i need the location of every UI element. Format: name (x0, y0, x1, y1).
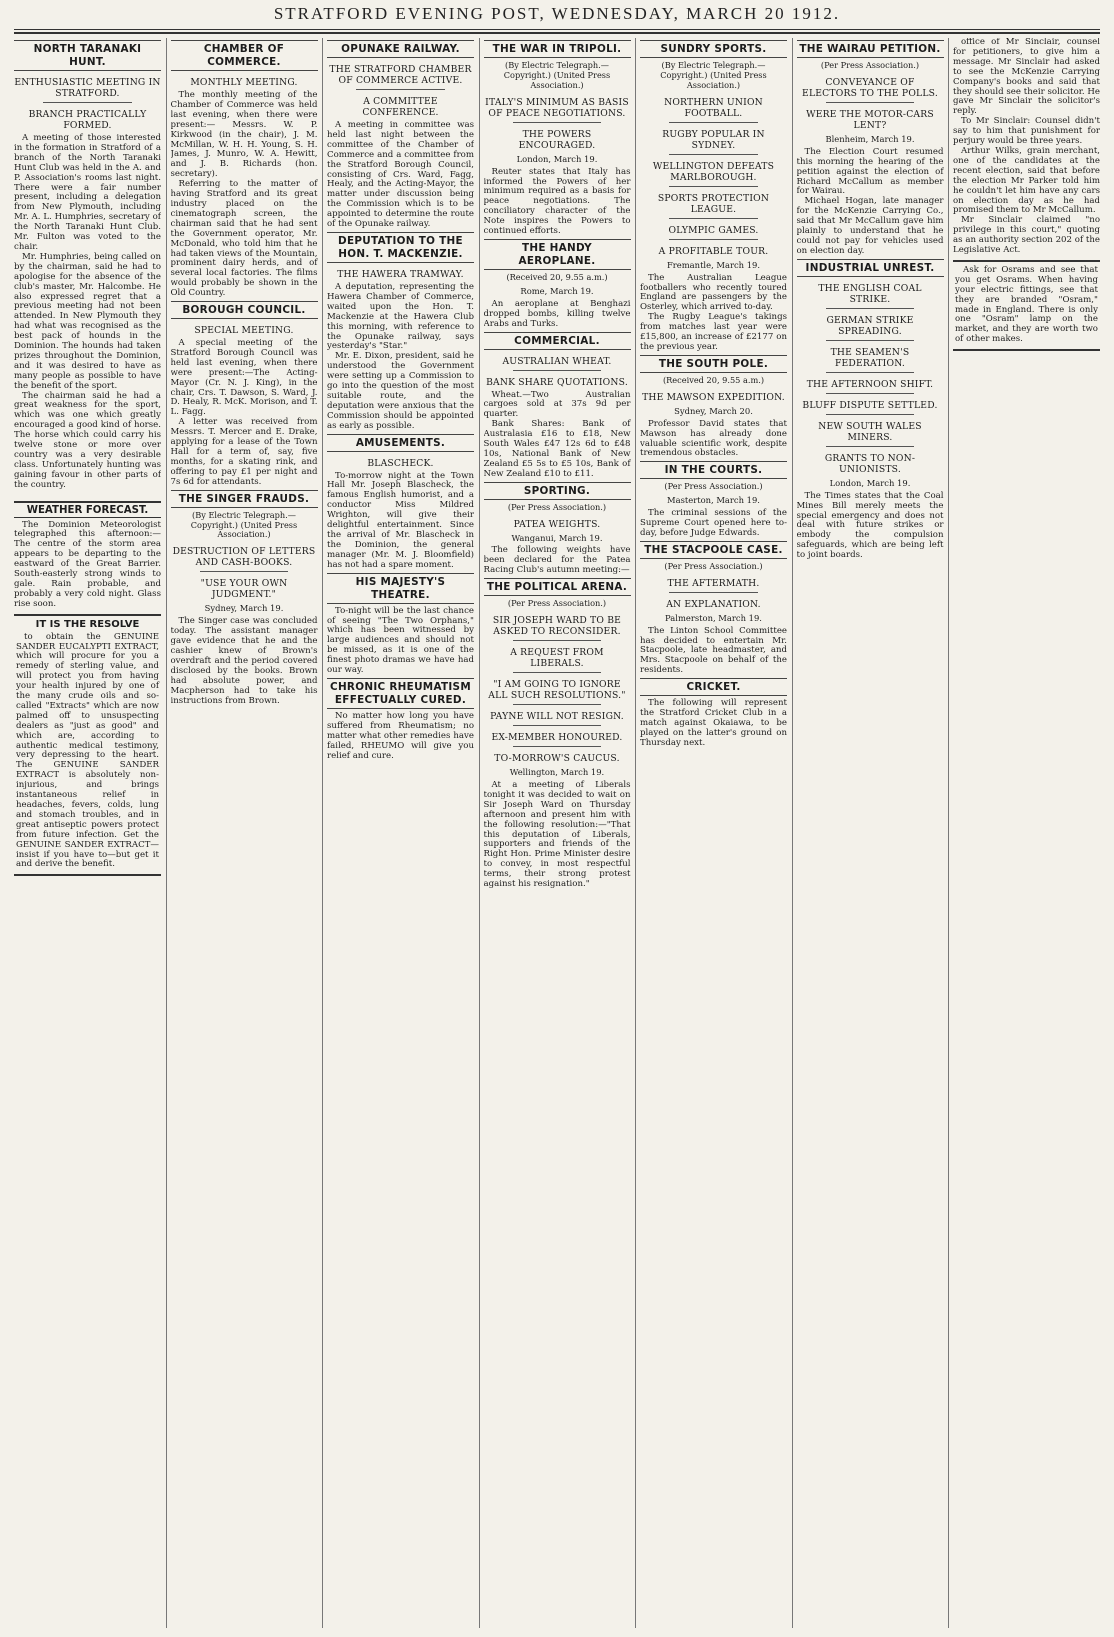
article-paragraph: A letter was received from Messrs. T. Mercer and E. Drake, applying for a lease of the Town Hall for a term of, say, five months, for a skating rink, and offering to pay £1 per night and 7s 6d for attendants. (170, 417, 318, 487)
article-subheading: NORTHERN UNION FOOTBALL. (664, 96, 763, 119)
article-paragraph: office of Mr Sinclair, counsel for petitioners, to give him a message. Mr Sinclair had asked to see the McKenzie Carrying Company's books and said that they should see their solicitor. He gave Mr Sinclair the solicitor's reply. (953, 38, 1100, 117)
article-headline: OPUNAKE RAILWAY. (327, 40, 474, 58)
masthead-rule-thick (14, 32, 1100, 34)
article-subheading: RUGBY POPULAR IN SYDNEY. (662, 128, 765, 151)
article-headline: THE STACPOOLE CASE. (640, 541, 787, 559)
dateline: Rome, March 19. (520, 285, 594, 296)
article-paragraph: Referring to the matter of having Stratford and its great industry placed on the cinematograph screen, the chairman said that he had sent the Government operator, Mr. McDonald, who told him that he had taken views of the Mountain, prominent dairy herds, and of several local factories. The films would probably be shown in the Old Country. (170, 179, 318, 299)
article-subheading: OLYMPIC GAMES. (668, 224, 759, 236)
article-subheading: ITALY'S MINIMUM AS BASIS OF PEACE NEGOTIATIONS. (485, 96, 629, 119)
article-subheading: DESTRUCTION OF LETTERS AND CASH-BOOKS. (172, 546, 316, 569)
article-paragraph: A special meeting of the Stratford Borough Council was held last evening, when there were present:—The Acting-Mayor (Cr. N. J. King), in the chair, Crs. T. Dawson, S. Ward, J. D. Healy, R. McK. Morison, and T. L. Fagg. (170, 338, 318, 418)
column-separator (479, 38, 480, 1628)
divider-line (669, 592, 757, 593)
article-headline: NORTH TARANAKI HUNT. (14, 40, 161, 71)
article-headline: THE HANDY AEROPLANE. (484, 239, 631, 270)
divider-line (356, 89, 444, 90)
article-subheading: GRANTS TO NON-UNIONISTS. (824, 452, 916, 475)
divider-line (826, 308, 914, 309)
column-5 (640, 38, 787, 1628)
divider-line (669, 239, 757, 240)
column-separator (635, 38, 636, 1628)
press-source: (Per Press Association.) (820, 60, 920, 70)
dateline: Sydney, March 20. (674, 405, 753, 416)
article-subheading: A REQUEST FROM LIBERALS. (510, 647, 604, 670)
article-paragraph: Professor David states that Mawson has already done valuable scientific work, despite tremendous obstacles. (640, 418, 787, 459)
article-paragraph: No matter how long you have suffered from Rheumatism; no matter what other remedies have failed, RHEUMO will give you relief and cure. (327, 710, 474, 761)
weather-body: The Dominion Meteorologist telegraphed this afternoon:— The centre of the storm area appears to be departing to the eastward of the Great Barrier. South-easterly strong winds to gale. Rain probable, and probably a very cold night. Glass rise soon. (14, 519, 161, 609)
article-subheading: THE SEAMEN'S FEDERATION. (830, 346, 910, 369)
article-subheading: THE STRATFORD CHAMBER OF COMMERCE ACTIVE. (329, 64, 472, 86)
press-source: (Per Press Association.) (664, 560, 763, 571)
column-4 (484, 38, 631, 1628)
divider-line (43, 102, 131, 103)
dateline: London, March 19. (516, 153, 598, 164)
article-subheading: BLUFF DISPUTE SETTLED. (802, 399, 938, 411)
masthead-rule (14, 29, 1100, 30)
article-headline: CRICKET. (640, 678, 787, 696)
article-paragraph: Mr Sinclair claimed "no privilege in this court," quoting as an authority section 202 of the Legislative Act. (953, 215, 1100, 256)
divider-line (669, 186, 757, 187)
divider-line (826, 102, 914, 103)
divider-line (513, 704, 601, 705)
column-separator (166, 38, 167, 1628)
article-headline: HIS MAJESTY'S THEATRE. (327, 573, 474, 604)
article-paragraph: At a meeting of Liberals tonight it was decided to wait on Sir Joseph Ward on Thursday afternoon and present him with the following resolution:—"That this deputation of Liberals, supporters and friends of the Right Hon. Prime Minister desire to convey, in most respectful terms, their strong protest against his resignation." (483, 780, 631, 890)
article-headline: THE SOUTH POLE. (640, 355, 787, 373)
article-paragraph: Mr. Humphries, being called on by the chairman, said he had to apologise for the absence of the club's master, Mr. Halcombe. He also expressed regret that a previous meeting had not been attended. In New Plymouth they had what was recognised as the best pack of hounds in the Dominion. The hounds had taken prizes throughout the Dominion, and it was desired to have as many people as possible to have the benefit of the sport. (14, 251, 161, 391)
columns (14, 38, 1100, 1630)
article-subheading: SPECIAL MEETING. (194, 325, 294, 337)
article-subheading: MONTHLY MEETING. (190, 77, 298, 88)
article-paragraph: Wheat.—Two Australian cargoes sold at 37s 9d per quarter. (483, 389, 631, 420)
column-separator (948, 38, 949, 1628)
article-subheading: AUSTRALIAN WHEAT. (502, 355, 612, 367)
article-headline: AMUSEMENTS. (327, 434, 474, 452)
press-source: (Received 20, 9.55 a.m.) (506, 271, 608, 282)
article-subheading: AN EXPLANATION. (666, 598, 761, 610)
divider-line (826, 414, 914, 415)
masthead: STRATFORD EVENING POST, WEDNESDAY, MARCH 20 1912. (273, 4, 841, 23)
article-paragraph: To-night will be the last chance of seeing "The Two Orphans," which has been witnessed by large audiences and should not be missed, as it is one of the finest photo dramas we have had our way. (327, 605, 474, 676)
column-1 (14, 38, 161, 1628)
article-paragraph: The Times states that the Coal Mines Bill merely meets the special emergency and does not deal with future strikes or embody the compulsion safeguards, which are being left to joint boards. (796, 490, 944, 561)
divider-line (826, 446, 914, 447)
article-subheading: BANK SHARE QUOTATIONS. (486, 376, 628, 388)
divider-line (513, 672, 601, 673)
dateline: Palmerston, March 19. (665, 612, 762, 623)
advert-body: to obtain the GENUINE SANDER EUCALYPTI EXTRACT, which will procure for you a remedy of sterling value, and will protect you from having your health injured by one of the many crude oils and so-called "Extracts" which are now palmed off to unsuspecting dealers as "just as good" and which are, according to authentic medical testimony, very depressing to the heart. The GENUINE SANDER EXTRACT is absolutely non-injurious, and brings instantaneous relief in headaches, fevers, colds, lung and stomach troubles, and in great antiseptic powers protect from future infection. Get the GENUINE SANDER EXTRACT—insist if you have to—but get it and derive the benefit. (16, 631, 159, 870)
divider-line (669, 154, 757, 155)
article-headline: THE SINGER FRAUDS. (171, 490, 318, 508)
article-paragraph: The following weights have been declared for the Patea Racing Club's autumn meeting:— (483, 545, 631, 576)
article-subheading: CONVEYANCE OF ELECTORS TO THE POLLS. (802, 76, 938, 99)
press-source: (By Electric Telegraph.—Copyright.) (United Press Association.) (660, 60, 767, 90)
column-7 (953, 38, 1100, 1628)
article-headline: IN THE COURTS. (640, 461, 787, 479)
article-headline: THE WAR IN TRIPOLI. (484, 40, 631, 58)
article-subheading: PATEA WEIGHTS. (513, 518, 601, 530)
article-subheading: "I AM GOING TO IGNORE ALL SUCH RESOLUTIONS." (488, 679, 626, 702)
article-subheading: TO-MORROW'S CAUCUS. (494, 753, 620, 765)
article-subheading: A PROFITABLE TOUR. (658, 245, 769, 257)
divider-line (513, 640, 601, 641)
divider-line (513, 370, 601, 371)
article-headline: THE POLITICAL ARENA. (484, 578, 631, 596)
article-paragraph: Reuter states that Italy has informed the Powers of her minimum required as a basis for peace negotiations. The conciliatory character of the Note inspires the Powers to continued efforts. (483, 166, 631, 237)
article-subheading: SPORTS PROTECTION LEAGUE. (657, 192, 770, 215)
article-paragraph: Michael Hogan, late manager for the McKenzie Carrying Co., said that Mr McCallum gave him plainly to understand that he could not pay for vehicles used on election day. (796, 196, 944, 256)
article-subheading: BRANCH PRACTICALLY FORMED. (28, 109, 147, 131)
article-subheading: THE MAWSON EXPEDITION. (642, 391, 785, 403)
press-source: (Per Press Association.) (664, 481, 763, 492)
article-headline: BOROUGH COUNCIL. (171, 301, 318, 319)
article-paragraph: To Mr Sinclair: Counsel didn't say to him that punishment for perjury would be three years. (953, 116, 1100, 147)
divider-line (513, 122, 601, 123)
article-headline: COMMERCIAL. (484, 332, 631, 350)
dateline: Sydney, March 19. (204, 603, 284, 614)
divider-line (826, 372, 914, 373)
advert-headline: IT IS THE RESOLVE (35, 618, 140, 630)
article-headline: DEPUTATION TO THE HON. T. MACKENZIE. (327, 232, 474, 263)
article-headline: SPORTING. (484, 482, 631, 500)
article-headline: THE WAIRAU PETITION. (797, 40, 944, 58)
article-paragraph: The Rugby League's takings from matches last year were £15,800, an increase of £2177 on the previous year. (640, 312, 787, 352)
dateline: Wanganui, March 19. (511, 532, 603, 543)
press-source: (By Electric Telegraph.—Copyright.) (United Press Association.) (190, 509, 298, 540)
article-paragraph: Bank Shares: Bank of Australasia £16 to £18, New South Wales £47 12s 6d to £48 10s, National Bank of New Zealand £5 5s to £5 10s, Bank of New Zealand £10 to £11. (483, 419, 631, 479)
article-paragraph: To-morrow night at the Town Hall Mr. Joseph Blascheck, the famous English humorist, and a conductor Miss Mildred Wrighton, will give their delightful entertainment. Since the arrival of Mr. Blascheck in the Dominion, the general manager (Mr. M. J. Bloomfield) has not had a spare moment. (327, 470, 474, 570)
divider-line (826, 340, 914, 341)
article-subheading: "USE YOUR OWN JUDGMENT." (200, 578, 288, 601)
article-subheading: A COMMITTEE CONFERENCE. (362, 96, 439, 118)
divider-line (200, 571, 288, 572)
article-paragraph: Mr. E. Dixon, president, said he understood the Government were setting up a Commission to go into the question of the most suitable route, and the deputation were anxious that the Commission should be appointed as early as possible. (327, 351, 474, 431)
article-subheading: BLASCHECK. (367, 457, 434, 469)
article-subheading: NEW SOUTH WALES MINERS. (818, 420, 922, 443)
column-2 (171, 38, 318, 1628)
article-subheading: WERE THE MOTOR-CARS LENT? (806, 108, 934, 131)
article-subheading: EX-MEMBER HONOURED. (491, 732, 623, 744)
article-paragraph: The monthly meeting of the Chamber of Commerce was held last evening, when there were present:— Messrs. W. P. Kirkwood (in the chair), J. M. McMillan, W. H. H. Young, S. H. James, J. Munro, W. A. Hewitt, and J. B. Richards (hon. secretary). (170, 90, 318, 180)
divider-line (669, 122, 757, 123)
column-separator (792, 38, 793, 1628)
press-source: (By Electric Telegraph.—Copyright.) (United Press Association.) (503, 60, 611, 90)
weather-headline: WEATHER FORECAST. (14, 501, 161, 518)
article-subheading: THE AFTERMATH. (667, 577, 760, 589)
article-subheading: THE HAWERA TRAMWAY. (337, 268, 464, 280)
article-paragraph: An aeroplane at Benghazi dropped bombs, killing twelve Arabs and Turks. (483, 298, 631, 329)
advertisement (14, 614, 161, 877)
divider-line (513, 725, 601, 726)
article-subheading: WELLINGTON DEFEATS MARLBOROUGH. (652, 160, 775, 183)
article-paragraph: The Election Court resumed this morning the hearing of the petition against the election of Richard McCallum as member for Wairau. (796, 146, 944, 197)
article-paragraph: Arthur Wilks, grain merchant, one of the candidates at the recent election, said that before the election Mr Parker told him he couldn't let him have any cars on election day as he had promised them to Mr McCallum. (953, 145, 1100, 216)
article-paragraph: The criminal sessions of the Supreme Court opened here to-day, before Judge Edwards. (640, 508, 787, 538)
advertisement (953, 260, 1100, 351)
article-subheading: THE AFTERNOON SHIFT. (806, 378, 934, 390)
article-paragraph: The Linton School Committee has decided to entertain Mr. Stacpoole, late headmaster, and Mrs. Stacpoole on behalf of the residents. (640, 625, 787, 676)
article-subheading: THE POWERS ENCOURAGED. (518, 128, 596, 151)
article-paragraph: A deputation, representing the Hawera Chamber of Commerce, waited upon the Hon. T. Mackenzie at the Hawera Club this morning, with reference to the Opunake railway, says yesterday's "Star." (327, 281, 474, 352)
press-source: (Received 20, 9.55 a.m.) (662, 374, 765, 385)
article-paragraph: The Australian League footballers who recently toured England are passengers by the Osterley, which arrived to-day. (640, 272, 787, 313)
article-headline: SUNDRY SPORTS. (640, 40, 787, 58)
column-3 (327, 38, 474, 1628)
article-headline: CHRONIC RHEUMATISM EFFECTUALLY CURED. (327, 678, 474, 709)
column-6 (797, 38, 944, 1628)
press-source: (Per Press Association.) (507, 501, 607, 512)
advert-body: Ask for Osrams and see that you get Osrams. When having your electric fittings, see that they are branded "Osram," made in England. There is only one "Osram" lamp on the market, and they are worth two of other makes. (955, 264, 1098, 345)
article-paragraph: The Singer case was concluded today. The assistant manager gave evidence that he and the cashier knew of Brown's overdraft and the period covered disclosed by the books. Brown had absolute power, and Macpherson had to take his instructions from Brown. (170, 616, 318, 706)
article-headline: CHAMBER OF COMMERCE. (171, 40, 318, 71)
article-subheading: PAYNE WILL NOT RESIGN. (490, 711, 624, 723)
article-headline: INDUSTRIAL UNREST. (797, 259, 944, 277)
article-subheading: THE ENGLISH COAL STRIKE. (818, 282, 922, 305)
dateline: Fremantle, March 19. (666, 259, 761, 270)
press-source: (Per Press Association.) (507, 598, 607, 609)
article-paragraph: The chairman said he had a great weakness for the sport, which was one which greatly encouraged a good kind of horse. The horse which could carry his twelve stone or more over country was a very desirable class. Unfortunately hunting was gaining favour in other parts of the country. (14, 390, 161, 490)
dateline: Blenheim, March 19. (825, 133, 915, 144)
dateline: Masterton, March 19. (667, 495, 760, 506)
dateline: Wellington, March 19. (509, 767, 605, 778)
article-paragraph: A meeting of those interested in the formation in Stratford of a branch of the North Taranaki Hunt Club was held in the A. and P. Association's rooms last night. There were a fair number present, including a delegation from New Plymouth, including Mr. A. L. Humphries, secretary of the North Taranaki Hunt Club. Mr. Fulton was voted to the chair. (14, 133, 161, 252)
article-paragraph: The following will represent the Stratford Cricket Club in a match against Okaiawa, to be played on the latter's ground on Thursday next. (640, 698, 787, 748)
column-separator (322, 38, 323, 1628)
dateline: London, March 19. (829, 477, 911, 488)
divider-line (669, 218, 757, 219)
article-subheading: GERMAN STRIKE SPREADING. (826, 314, 914, 337)
divider-line (826, 393, 914, 394)
divider-line (513, 746, 601, 747)
article-paragraph: A meeting in committee was held last night between the committee of the Chamber of Commerce and a committee from the Stratford Borough Council, consisting of Crs. Ward, Fagg, Healy, and the Acting-Mayor, the matter under discussion being the Commission which is to be appointed to determine the route of the Opunake railway. (327, 120, 474, 230)
article-subheading: ENTHUSIASTIC MEETING IN STRATFORD. (14, 77, 161, 99)
article-subheading: SIR JOSEPH WARD TO BE ASKED TO RECONSIDER. (492, 615, 622, 638)
